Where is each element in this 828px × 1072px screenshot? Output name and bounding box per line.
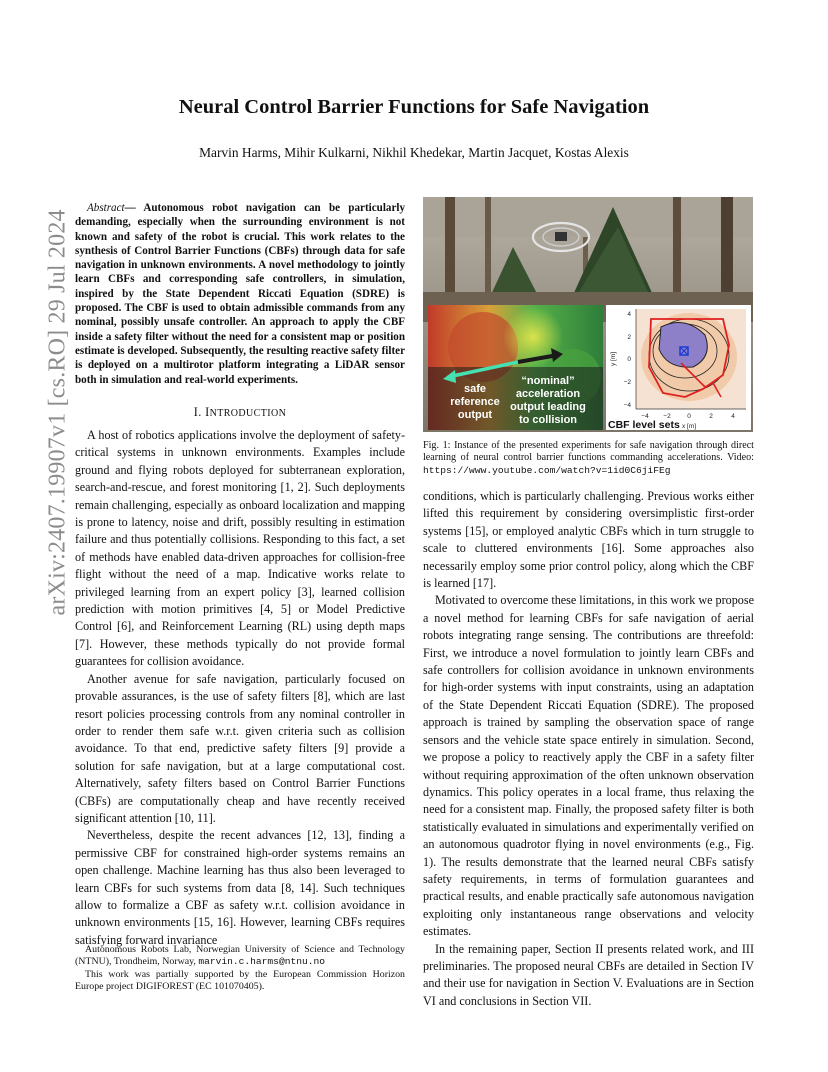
- arxiv-stamp: arXiv:2407.19907v1 [cs.RO] 29 Jul 2024: [44, 209, 71, 616]
- section-title-initial: I: [205, 405, 210, 419]
- section-number: I.: [193, 405, 206, 419]
- right-column-body: [423, 488, 754, 1010]
- paragraph: In the remaining paper, Section II presents related work, and III preliminaries. The proposed neural CBFs are detailed in Section IV and their use for navigation in Section V. Evaluations are in Section VI and conclusions in Section VII.: [423, 941, 754, 1008]
- paragraph: Motivated to overcome these limitations, in this work we propose a novel method for learning CBFs for safe navigation of aerial robots integrating range sensing. The contributions are threefold: First, we introduce a novel formulation to jointly learn CBFs and safe controllers for collision avoidance in unknown environments for high-order systems with input constraints, using an adaptation of the State Dependent Riccati Equation (SDRE). The proposed approach is trained by sampling the observation space of range sensors and the vehicle state space entirely in simulation. Second, we propose a policy to reactively apply the CBF in a safety filter without requiring approximation of the often unknown observation dynamics. This policy operates in a local frame, thus relaxing the need for a consistent map. Finally, the proposed safety filter is both statistically evaluated in simulations and experimentally verified on an autonomous quadrotor flying in novel environments (e.g., Fig. 1). The results demonstrate that the learned neural CBFs satisfy safety requirements, in terms of formulation guarantees and practical results, and enable practically safe autonomous navigation exploiting only instantaneous range observations and velocity estimates.: [423, 593, 754, 939]
- figure-1: [423, 197, 753, 432]
- label-cbf-level-sets: CBF level sets: [608, 419, 680, 431]
- section-heading-introduction: [75, 405, 405, 420]
- email-link[interactable]: marvin.c.harms@ntnu.no: [198, 956, 326, 968]
- footnotes: [75, 944, 405, 994]
- paper-title: Neural Control Barrier Functions for Safe Navigation: [178, 96, 650, 118]
- abstract-text: — Autonomous robot navigation can be particularly demanding, especially when the surrounding environment is not known and safety of the robot is crucial. This work relates to the synthesis of Control Barrier Functions (CBFs) through data for safe navigation in unknown environments. A novel methodology to jointly learn CBFs and corresponding safe controllers, in simulation, inspired by the State Dependent Riccati Equation (SDRE) is proposed. The CBF is used to obtain admissible commands from any nominal, possibly unsafe controller. An approach to apply the CBF inside a safety filter without the need for a consistent map or position estimate is developed. Subsequently, the resulting reactive safety filter is deployed on a multirotor platform integrating a LiDAR sensor both in simulation and real-world experiments.: [75, 202, 405, 386]
- abstract: [75, 201, 405, 387]
- label-safe-line1: safe: [463, 383, 487, 395]
- paragraph: Nevertheless, despite the recent advances [12, 13], finding a permissive CBF for constrained high-order systems remains an open challenge. Machine learning has thus also been leveraged to learn CBFs for such systems from data [8, 14]. Such techniques allow to formalize a CBF as safety w.r.t. collision avoidance in unknown environments [15, 16]. However, learning CBFs requires satisfying forward invariance: [75, 828, 405, 947]
- inset-ytick: −2: [623, 379, 631, 386]
- inset-ytick: 4: [627, 311, 631, 318]
- author-list: Marvin Harms, Mihir Kulkarni, Nikhil Khedekar, Martin Jacquet, Kostas Alexis: [199, 145, 629, 160]
- inset-ytick: 2: [627, 334, 631, 341]
- figure-caption: Fig. 1: Instance of the presented experiments for safe navigation through direct learning of neural control barrier functions commanding accelerations. Video: https://www.youtube.com/watch?v=1id0C6jiFEg: [423, 440, 754, 476]
- inset-xtick: 0: [687, 413, 691, 420]
- paragraph: A host of robotics applications involve the deployment of safety-critical systems in unknown environments. Examples include ground and flying robots deployed for subterranean exploration, search-and-rescue, and forest monitoring [1, 2]. Such deployments remain challenging, especially as onboard localization and mapping is prone to latency, noise and drift, possibly resulting in estimation failure and thus potentially collisions. Responding to this fact, a set of methods have enabled data-driven approaches for collision-free flight without the need of a map. Indicative works relate to privileged learning from an expert policy [3], learned collision prediction with motion primitives [4, 5] or Model Predictive Control [6], and Reinforcement Learning (RL) using depth maps [7]. However, these methods typically do not provide formal guarantees for collision avoidance.: [75, 428, 405, 669]
- inset-ylabel: y [m]: [610, 351, 617, 367]
- inset-xtick: −4: [641, 413, 649, 420]
- label-safe-line2: reference: [450, 396, 500, 408]
- label-safe-line3: output: [457, 409, 493, 421]
- paragraph: conditions, which is particularly challenging. Previous works either lifted this requirement by considering oversimplistic first-order systems [15], or employed analytic CBFs which in turn struggle to scale to cluttered environments [16]. Some approaches also necessarily employ some prior control policy, along which the CBF is learned [17].: [423, 489, 754, 591]
- inset-xtick: 2: [709, 413, 713, 420]
- inset-xlabel: x [m]: [681, 423, 697, 430]
- inset-ytick: −4: [623, 402, 631, 409]
- inset-ytick: 0: [627, 356, 631, 363]
- label-nominal-line2: acceleration: [515, 388, 581, 400]
- left-column-body: [75, 427, 405, 949]
- section-title-rest: NTRODUCTION: [209, 408, 287, 419]
- cbf-inset-plot: [606, 305, 751, 430]
- label-nominal-line3: output leading: [510, 401, 586, 413]
- inset-xtick: 4: [731, 413, 735, 420]
- label-nominal-line1: “nominal”: [521, 375, 575, 387]
- footnote-affiliation: Autonomous Robots Lab, Norwegian University of Science and Technology (NTNU), Trondheim, Norway, marvin.c.harms@ntnu.no: [75, 944, 405, 968]
- video-link[interactable]: https://www.youtube.com/watch?v=1id0C6jiFEg: [423, 464, 671, 476]
- inset-xtick: −2: [663, 413, 671, 420]
- footnote-funding: This work was partially supported by the European Commission Horizon Europe project DIGIFOREST (EC 101070405).: [75, 968, 405, 993]
- abstract-label: Abstract: [87, 202, 125, 214]
- paragraph: Another avenue for safe navigation, particularly focused on provable assurances, is the use of safety filters [8], which are last resort policies processing controls from any nominal controller in order to render them safe w.r.t. given criteria such as collision avoidance. To that end, predictive safety filters [9] provide a solution for safe navigation, but at a large computational cost. Alternatively, safety filters based on Control Barrier Functions (CBFs) are computationally cheap and have recently received significant attention [10, 11].: [75, 671, 405, 825]
- label-nominal-line4: to collision: [518, 414, 578, 426]
